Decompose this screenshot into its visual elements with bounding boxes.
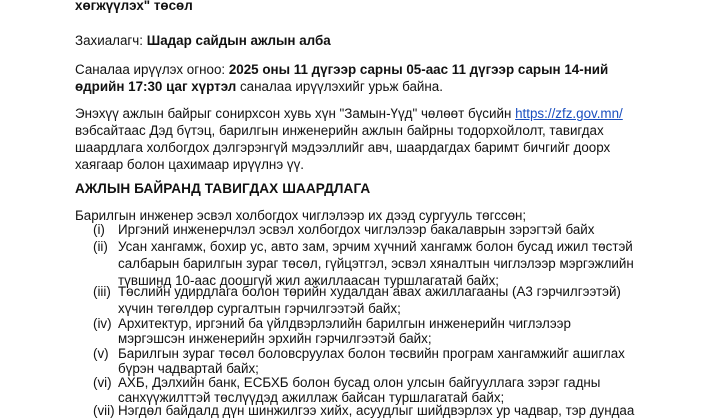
requirement-line: Барилгын зураг төсөл боловсруулах болон төсвийн програм хангамжийг ашиглах (118, 346, 625, 361)
requirement-number: (iii) (93, 284, 111, 299)
section-heading: АЖЛЫН БАЙРАНД ТАВИГДАХ ШААРДЛАГА (75, 181, 371, 196)
requirement-line: бүрэн чадвартай байх; (118, 361, 259, 376)
requirement-number: (vii) (93, 403, 115, 418)
requirement-line: санхүүжилттэй төслүүдэд ажиллаж байсан туршлагатай байх; (118, 390, 505, 405)
project-title-fragment: хөгжүүлэх" төсөл (75, 0, 193, 13)
requirement-line: АХБ, Дэлхийн банк, ЕСБХБ болон бусад олон улсын байгууллага зэрэг гадны (118, 375, 601, 390)
requirement-number: (v) (93, 346, 109, 361)
requirement-line: түвшинд 10-аас доошгүй жил ажиллаасан туршлагатай байх; (118, 273, 499, 288)
requirements-intro: Барилгын инженер эсвэл холбогдох чиглэлээр их дээд сургууль төгссөн; (75, 208, 527, 223)
requirement-line: Иргэний инженерчлэл эсвэл холбогдох чиглэлээр бакалаврын зэрэгтэй байх (118, 222, 595, 237)
requirement-line: Төслийн удирдлага болон төрийн худалдан авах ажиллагааны (А3 гэрчилгээтэй) (118, 284, 621, 299)
requirement-line: салбарын барилгын зураг төсөл, гүйцэтгэл, эсвэл хяналтын чиглэлээр мэргэжлийн (118, 256, 634, 271)
intro-line-1 (75, 105, 623, 122)
zfz-website-link[interactable]: https://zfz.gov.mn/ (515, 106, 623, 121)
intro-line-2: вэбсайтаас Дэд бүтэц, барилгын инженерийн ажлын байрны тодорхойлолт, тавигдах (75, 123, 604, 138)
deadline-prefix: Саналаа ирүүлэх огноо: (75, 62, 229, 77)
requirement-line: хүчин төгөлдөр сургалтын гэрчилгээтэй байх; (118, 301, 401, 316)
client-label: Захиалагч: (75, 33, 147, 48)
requirement-number: (i) (93, 222, 105, 237)
client-value: Шадар сайдын ажлын алба (146, 33, 331, 48)
deadline-line-1 (75, 61, 608, 78)
intro-line-4: хаягаар болон цахимаар ирүүлнэ үү. (75, 157, 304, 172)
deadline-date-end: өдрийн 17:30 цаг хүртэл (75, 79, 237, 94)
deadline-suffix: саналаа ирүүлэхийг урьж байна. (236, 79, 443, 94)
requirement-number: (ii) (93, 239, 108, 254)
requirement-number: (iv) (93, 316, 112, 331)
intro-text-1: Энэхүү ажлын байрыг сонирхсон хувь хүн "Замын-Үүд" чөлөөт бүсийн (75, 106, 516, 121)
requirement-number: (vi) (93, 375, 112, 390)
client-line (75, 32, 331, 49)
requirement-line: Архитектур, иргэний ба үйлдвэрлэлийн барилгын инженерийн чиглэлээр (118, 316, 571, 331)
deadline-line-2 (75, 78, 443, 95)
intro-line-3: шаардлага холбогдох дэлгэрэнгүй мэдээллийг авч, шаардагдах баримт бичгийг доорх (75, 140, 611, 155)
requirement-line: Усан хангамж, бохир ус, авто зам, эрчим хүчний хангамж болон бусад ижил төстэй (118, 239, 633, 254)
requirement-line: Нэгдөл байдалд дүн шинжилгээ хийх, асуудлыг шийдвэрлэх ур чадвар, тэр дундаа (118, 403, 635, 418)
requirement-line: мэргэшсэн инженерийн эрхийн гэрчилгээтэй байх; (118, 331, 432, 346)
deadline-date-start: 2025 оны 11 дүгээр сарны 05-аас 11 дүгээр сарын 14-ний (228, 62, 609, 77)
